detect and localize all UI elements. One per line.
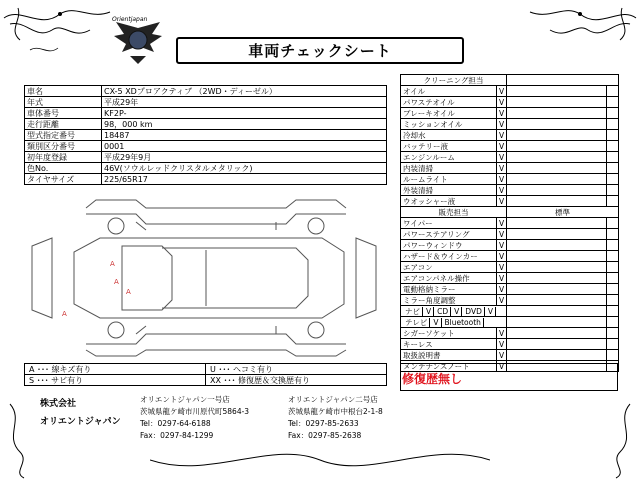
title-banner xyxy=(176,37,464,64)
checklist-item-label: ナビ xyxy=(403,307,423,316)
checklist-row xyxy=(401,240,619,251)
checklist-check-mark: V xyxy=(497,251,507,262)
checklist-item-label: 外装清掃 xyxy=(401,185,497,196)
vehicle-info-value: 46V(ソウルレッドクリスタルメタリック) xyxy=(102,163,387,174)
checklist-blank-cell xyxy=(507,273,607,284)
vehicle-info-row xyxy=(25,130,387,141)
checklist-row xyxy=(401,163,619,174)
legend-left-1: A ･･･ 線キズ有り xyxy=(25,364,206,375)
checklist-check-mark: V xyxy=(497,361,507,372)
checklist-blank-cell xyxy=(507,295,607,306)
checklist-blank-check xyxy=(607,251,619,262)
checklist-column-header xyxy=(507,75,619,86)
checklist-blank-check xyxy=(607,163,619,174)
checklist-row xyxy=(401,229,619,240)
vehicle-info-row xyxy=(25,141,387,152)
checklist-check-mark: V xyxy=(497,295,507,306)
checklist-check-mark: V xyxy=(497,119,507,130)
checklist-blank-cell xyxy=(507,218,607,229)
checklist-check-mark: V xyxy=(497,141,507,152)
damage-mark-a: A xyxy=(110,260,115,268)
checklist-row xyxy=(401,174,619,185)
checklist-check-mark: V xyxy=(431,318,441,327)
store2-tel: Tel：0297-85-2633 xyxy=(288,419,359,428)
checklist-check-mark: V xyxy=(497,196,507,207)
vehicle-info-row xyxy=(25,97,387,108)
checklist-blank-cell xyxy=(507,174,607,185)
checklist-check-mark: V xyxy=(424,307,434,316)
checklist-row xyxy=(401,339,619,350)
checklist-subitem-label: Bluetooth xyxy=(443,318,484,327)
checklist-check-mark: V xyxy=(497,350,507,361)
vehicle-info-value: 98，000 km xyxy=(102,119,387,130)
vehicle-info-label: 年式 xyxy=(25,97,102,108)
vehicle-info-label: タイヤサイズ xyxy=(25,174,102,185)
vehicle-info-label: 走行距離 xyxy=(25,119,102,130)
legend-right-1: U ･･･ ヘコミ有り xyxy=(206,364,387,375)
checklist-item-label: メンテナンスノート xyxy=(401,361,497,372)
checklist-item-label: エアコンパネル操作 xyxy=(401,273,497,284)
checklist-subitem-check: V xyxy=(486,307,496,316)
vehicle-info-label: 車名 xyxy=(25,86,102,97)
inspection-checklist xyxy=(400,74,619,372)
checklist-row xyxy=(401,251,619,262)
checklist-row xyxy=(401,295,619,306)
checklist-check-mark: V xyxy=(497,174,507,185)
checklist-subitem-label: CD xyxy=(435,307,451,316)
checklist-blank-check xyxy=(607,174,619,185)
checklist-check-mark: V xyxy=(497,273,507,284)
left-flourish-ornament xyxy=(0,0,120,80)
checklist-item-label: 冷却水 xyxy=(401,130,497,141)
checklist-blank-cell xyxy=(507,86,607,97)
checklist-subitem-label: DVD xyxy=(463,307,485,316)
checklist-row xyxy=(401,119,619,130)
checklist-row xyxy=(401,130,619,141)
vehicle-info-label: 初年度登録 xyxy=(25,152,102,163)
checklist-blank-cell xyxy=(507,130,607,141)
checklist-blank-cell xyxy=(507,350,607,361)
checklist-blank-cell xyxy=(507,229,607,240)
checklist-check-mark: V xyxy=(497,163,507,174)
checklist-blank-check xyxy=(607,97,619,108)
checklist-item-label: ブレーキオイル xyxy=(401,108,497,119)
checklist-blank-check xyxy=(607,306,619,317)
checklist-check-mark: V xyxy=(497,229,507,240)
vehicle-info-row xyxy=(25,152,387,163)
checklist-blank-cell xyxy=(507,251,607,262)
checklist-check-mark: V xyxy=(497,262,507,273)
damage-legend-table xyxy=(24,363,387,386)
checklist-row xyxy=(401,97,619,108)
checklist-blank-check xyxy=(607,119,619,130)
checklist-blank-check xyxy=(607,328,619,339)
store2-fax: Fax：0297-85-2638 xyxy=(288,431,362,440)
company-name-line2: オリエントジャパン xyxy=(40,417,121,427)
store2-address: 茨城県龍ケ崎市中根台2-1-8 xyxy=(288,407,383,416)
checklist-blank-cell xyxy=(507,196,607,207)
checklist-blank-cell xyxy=(507,185,607,196)
damage-mark-a: A xyxy=(126,288,131,296)
checklist-check-mark: V xyxy=(497,152,507,163)
checklist-item-label xyxy=(401,317,507,328)
checklist-blank-check xyxy=(607,350,619,361)
checklist-row xyxy=(401,350,619,361)
vehicle-info-value: 平成29年 xyxy=(102,97,387,108)
vehicle-info-row xyxy=(25,108,387,119)
checklist-blank-check xyxy=(607,317,619,328)
vehicle-info-value: 0001 xyxy=(102,141,387,152)
checklist-row xyxy=(401,306,619,317)
damage-mark-a: A xyxy=(62,310,67,318)
vehicle-info-row xyxy=(25,86,387,97)
damage-mark-a: A xyxy=(114,278,119,286)
legend-right-2: XX ･･･ 修復歴＆交換歴有り xyxy=(206,375,387,386)
checklist-check-mark: V xyxy=(497,328,507,339)
checklist-row xyxy=(401,86,619,97)
vehicle-info-value: CX-5 XDプロアクティブ （2WD・ディーゼル） xyxy=(102,86,387,97)
checklist-blank-cell xyxy=(507,108,607,119)
right-flourish-ornament xyxy=(520,0,640,80)
checklist-row xyxy=(401,218,619,229)
checklist-blank-cell xyxy=(507,163,607,174)
vehicle-info-row xyxy=(25,119,387,130)
logo-text: Orientjapan xyxy=(112,16,148,23)
checklist-blank-cell xyxy=(507,262,607,273)
store1-fax: Fax：0297-84-1299 xyxy=(140,431,214,440)
checklist-item-label: オイル xyxy=(401,86,497,97)
checklist-item-label: ルームライト xyxy=(401,174,497,185)
checklist-item-label: エアコン xyxy=(401,262,497,273)
company-logo xyxy=(110,14,166,66)
checklist-row xyxy=(401,196,619,207)
vehicle-info-row xyxy=(25,174,387,185)
bottom-left-flourish-ornament xyxy=(0,400,40,480)
checklist-item-label: 取扱説明書 xyxy=(401,350,497,361)
checklist-check-mark: V xyxy=(497,339,507,350)
checklist-blank-check xyxy=(607,339,619,350)
checklist-check-mark: V xyxy=(497,284,507,295)
checklist-blank-check xyxy=(607,240,619,251)
vehicle-info-label: 車体番号 xyxy=(25,108,102,119)
checklist-blank-cell xyxy=(507,119,607,130)
vehicle-info-value: KF2P- xyxy=(102,108,387,119)
bottom-flourish-ornament xyxy=(150,440,490,480)
checklist-row xyxy=(401,262,619,273)
checklist-row xyxy=(401,152,619,163)
checklist-item-label: パワーステアリング xyxy=(401,229,497,240)
checklist-blank-check xyxy=(607,152,619,163)
checklist-blank-cell xyxy=(507,328,607,339)
checklist-item-label: パワステオイル xyxy=(401,97,497,108)
checklist-blank-cell xyxy=(507,152,607,163)
checklist-item-label: キーレス xyxy=(401,339,497,350)
checklist-blank-check xyxy=(607,108,619,119)
repair-status-text: 修復歴無し xyxy=(402,372,463,386)
checklist-blank-cell xyxy=(507,284,607,295)
checklist-header-row xyxy=(401,207,619,218)
checklist-blank-check xyxy=(607,130,619,141)
checklist-blank-check xyxy=(607,185,619,196)
checklist-item-label: 内装清掃 xyxy=(401,163,497,174)
checklist-check-mark: V xyxy=(497,108,507,119)
legend-left-2: S ･･･ サビ有り xyxy=(25,375,206,386)
checklist-row xyxy=(401,328,619,339)
checklist-row xyxy=(401,141,619,152)
checklist-item-label: 電動格納ミラー xyxy=(401,284,497,295)
checklist-item-label: ウオッシャー液 xyxy=(401,196,497,207)
checklist-blank-cell xyxy=(507,339,607,350)
checklist-item-label xyxy=(401,306,507,317)
checklist-subitem-check: V xyxy=(452,307,462,316)
checklist-row xyxy=(401,185,619,196)
checklist-item-label: ミッションオイル xyxy=(401,119,497,130)
checklist-blank-check xyxy=(607,141,619,152)
vehicle-info-label: 色No. xyxy=(25,163,102,174)
checklist-check-mark: V xyxy=(497,130,507,141)
checklist-item-label: パワーウィンドウ xyxy=(401,240,497,251)
checklist-check-mark: V xyxy=(497,97,507,108)
checklist-section-header: クリーニング担当 xyxy=(401,75,507,86)
checklist-item-label: ワイパー xyxy=(401,218,497,229)
checklist-blank-cell xyxy=(507,306,607,317)
vehicle-info-label: 類別区分番号 xyxy=(25,141,102,152)
store2-name: オリエントジャパン二号店 xyxy=(288,395,378,404)
checklist-blank-check xyxy=(607,86,619,97)
checklist-blank-check xyxy=(607,229,619,240)
checklist-column-header: 標準 xyxy=(507,207,619,218)
checklist-blank-check xyxy=(607,273,619,284)
checklist-blank-cell xyxy=(507,240,607,251)
store1-address: 茨城県龍ケ崎市川原代町5864-3 xyxy=(140,407,250,416)
vehicle-info-value: 225/65R17 xyxy=(102,174,387,185)
checklist-check-mark: V xyxy=(497,86,507,97)
company-name-line1: 株式会社 xyxy=(40,399,77,409)
checklist-row xyxy=(401,273,619,284)
checklist-check-mark: V xyxy=(497,218,507,229)
car-damage-diagram xyxy=(26,198,382,358)
checklist-blank-cell xyxy=(507,141,607,152)
bottom-right-flourish-ornament xyxy=(600,400,640,480)
checklist-item-label: バッテリー液 xyxy=(401,141,497,152)
checklist-row xyxy=(401,317,619,328)
checklist-item-label: ハザード＆ウインカー xyxy=(401,251,497,262)
vehicle-info-value: 18487 xyxy=(102,130,387,141)
checklist-blank-cell xyxy=(507,317,607,328)
page-title: 車両チェックシート xyxy=(248,42,392,60)
checklist-row xyxy=(401,108,619,119)
store1-name: オリエントジャパン一号店 xyxy=(140,395,230,404)
checklist-section-header: 販売担当 xyxy=(401,207,507,218)
checklist-item-label: エンジンルーム xyxy=(401,152,497,163)
checklist-blank-check xyxy=(607,295,619,306)
checklist-item-label: ミラー角度調整 xyxy=(401,295,497,306)
checklist-blank-check xyxy=(607,262,619,273)
store1-tel: Tel：0297-64-6188 xyxy=(140,419,211,428)
checklist-check-mark: V xyxy=(497,240,507,251)
checklist-item-label: シガーソケット xyxy=(401,328,497,339)
checklist-blank-check xyxy=(607,218,619,229)
checklist-check-mark: V xyxy=(497,185,507,196)
vehicle-info-value: 平成29年9月 xyxy=(102,152,387,163)
checklist-header-row xyxy=(401,75,619,86)
vehicle-info-label: 型式指定番号 xyxy=(25,130,102,141)
checklist-item-label: テレビ xyxy=(403,318,430,327)
checklist-blank-check xyxy=(607,196,619,207)
checklist-blank-cell xyxy=(507,97,607,108)
vehicle-info-row xyxy=(25,163,387,174)
checklist-row xyxy=(401,284,619,295)
checklist-blank-check xyxy=(607,284,619,295)
vehicle-info-table xyxy=(24,85,387,185)
